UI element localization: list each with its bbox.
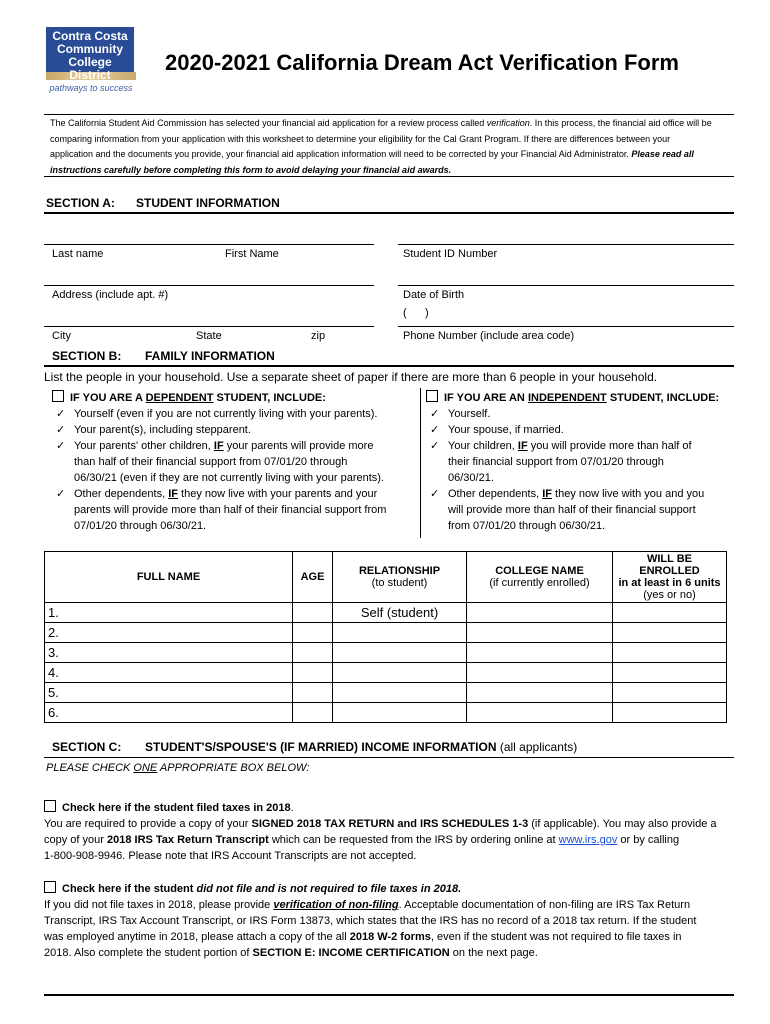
- row-6-number: 6.: [48, 705, 59, 720]
- row-1-name[interactable]: [45, 603, 293, 623]
- dependent-item-3-text-c: than half of their financial support from 07/01/20 through: [74, 456, 348, 468]
- independent-item-4-text-c: will provide more than half of their financial support: [448, 504, 696, 516]
- dependent-item-4-text-b: they now live with your parents and your: [177, 488, 378, 500]
- dependent-item-1-text: Yourself (even if you are not currently living with your parents).: [74, 408, 378, 420]
- first-name-label: First Name: [225, 248, 279, 260]
- row-6-relationship[interactable]: [333, 703, 467, 723]
- phone-label: Phone Number (include area code): [403, 330, 575, 342]
- row-5-relationship[interactable]: [333, 683, 467, 703]
- filed-taxes-p2-c: which can be requested from the IRS by ordering online at: [268, 834, 559, 846]
- dependent-item-3-text: Your parents' other children,: [74, 440, 214, 452]
- independent-item-4-if: IF: [542, 488, 552, 500]
- independent-item-1: [426, 406, 736, 422]
- intro-paragraph: [50, 116, 740, 178]
- check-icon: ✓: [430, 488, 440, 500]
- dependent-head-u: DEPENDENT: [145, 392, 214, 404]
- check-one-post: APPROPRIATE BOX BELOW:: [157, 762, 310, 774]
- row-4-name[interactable]: [45, 663, 293, 683]
- logo-tagline: pathways to success: [49, 83, 133, 93]
- row-1-number: 1.: [48, 605, 59, 620]
- check-one-u: ONE: [133, 762, 158, 774]
- check-icon: ✓: [56, 440, 66, 452]
- col-enrolled-label-2: in at least in 6 units: [618, 577, 721, 589]
- dependent-head-post: STUDENT, INCLUDE:: [213, 392, 326, 404]
- independent-item-3-text-c: their financial support from 07/01/20 through: [448, 456, 664, 468]
- intro-verification: verification: [486, 118, 530, 128]
- dob-label: Date of Birth: [403, 289, 465, 301]
- logo-line-2: Community: [57, 42, 123, 56]
- independent-item-3: [426, 438, 736, 486]
- non-filer-p4-b: SECTION E: INCOME CERTIFICATION: [252, 947, 450, 959]
- independent-checkbox[interactable]: [426, 390, 438, 402]
- non-filer-p4-c: on the next page.: [449, 947, 538, 959]
- section-c-heading-tail: (all applicants): [496, 740, 578, 754]
- filed-taxes-p2-d: or by calling: [617, 834, 680, 846]
- city-label: City: [52, 330, 71, 342]
- check-icon: ✓: [430, 424, 440, 436]
- row-2-name[interactable]: [45, 623, 293, 643]
- row-2-age[interactable]: [293, 623, 333, 643]
- col-enrolled: [613, 552, 727, 603]
- col-age-label: AGE: [300, 571, 325, 583]
- address-line: [44, 285, 374, 286]
- row-3-relationship[interactable]: [333, 643, 467, 663]
- household-table-header: [45, 552, 727, 603]
- independent-item-2-text: Your spouse, if married.: [448, 424, 564, 436]
- household-table: [44, 551, 727, 723]
- form-title: 2020-2021 California Dream Act Verification Form: [165, 50, 679, 75]
- filed-taxes-title: Check here if the student filed taxes in 2018: [62, 802, 291, 814]
- dependent-header: [52, 390, 422, 406]
- row-2-relationship[interactable]: [333, 623, 467, 643]
- filed-taxes-checkbox[interactable]: [44, 800, 56, 812]
- section-a-heading: STUDENT INFORMATION: [136, 196, 280, 210]
- independent-item-4-text: Other dependents,: [448, 488, 543, 500]
- section-b-heading: FAMILY INFORMATION: [145, 349, 275, 363]
- option-non-filer: [44, 881, 744, 961]
- phone-line: [398, 326, 734, 327]
- row-4-enrolled[interactable]: [613, 663, 727, 683]
- row-6-name[interactable]: [45, 703, 293, 723]
- student-id-line: [398, 244, 734, 245]
- name-line: [44, 244, 374, 245]
- dependent-item-4-text-c: parents will provide more than half of their financial support from: [74, 504, 387, 516]
- intro-emphasis-2: instructions carefully before completing this form to avoid delaying your financial aid awards.: [50, 164, 452, 175]
- col-enrolled-label-1: WILL BE ENROLLED: [639, 553, 700, 577]
- logo-line-1: Contra Costa: [52, 29, 128, 43]
- dependent-item-4-if: IF: [168, 488, 178, 500]
- intro-text-3: application and the documents you provide, your financial aid application information will need to be corrected by your Financial Aid Administrator.: [50, 149, 632, 159]
- table-row: [45, 603, 727, 623]
- col-enrolled-sub: (yes or no): [643, 589, 696, 601]
- independent-item-1-text: Yourself.: [448, 408, 491, 420]
- section-a-label: SECTION A:: [46, 196, 115, 210]
- footer-rule: [44, 994, 734, 996]
- dependent-item-2: [52, 422, 422, 438]
- section-c-rule: [44, 757, 734, 758]
- row-4-number: 4.: [48, 665, 59, 680]
- phone-area-code-parens: ( ): [403, 307, 429, 319]
- independent-item-3-if: IF: [517, 440, 528, 452]
- col-relationship-label: RELATIONSHIP: [358, 565, 441, 577]
- non-filer-p1-b: verification of non-filing: [273, 899, 399, 911]
- section-c-heading-wrap: [145, 740, 577, 754]
- independent-item-4: [426, 486, 736, 534]
- row-6-college[interactable]: [467, 703, 613, 723]
- filed-taxes-p1-a: You are required to provide a copy of your: [44, 818, 252, 830]
- col-relationship: [333, 552, 467, 603]
- row-3-age[interactable]: [293, 643, 333, 663]
- last-name-label: Last name: [52, 248, 104, 260]
- row-2-enrolled[interactable]: [613, 623, 727, 643]
- zip-label: zip: [311, 330, 326, 342]
- col-college-label: COLLEGE NAME: [495, 565, 584, 577]
- independent-item-4-text-b: they now live with you and you: [551, 488, 705, 500]
- check-icon: ✓: [430, 440, 440, 452]
- row-3-enrolled[interactable]: [613, 643, 727, 663]
- intro-emphasis-1: Please read all: [631, 149, 694, 159]
- dependent-head-pre: IF YOU ARE A: [70, 392, 146, 404]
- row-1-enrolled[interactable]: [613, 603, 727, 623]
- independent-item-3-text-b: you will provide more than half of: [527, 440, 692, 452]
- row-6-enrolled[interactable]: [613, 703, 727, 723]
- section-a-rule: [44, 212, 734, 214]
- independent-item-4-text-d: from 07/01/20 through 06/30/21.: [448, 520, 606, 532]
- col-relationship-sub: (to student): [371, 577, 428, 589]
- independent-head-post: STUDENT, INCLUDE:: [606, 392, 720, 404]
- row-3-number: 3.: [48, 645, 59, 660]
- non-filer-checkbox[interactable]: [44, 881, 56, 893]
- check-icon: ✓: [56, 488, 66, 500]
- row-2-college[interactable]: [467, 623, 613, 643]
- logo-line-3: College District: [68, 55, 112, 82]
- state-label: State: [196, 330, 222, 342]
- filed-taxes-p3: 1-800-908-9946. Please note that IRS Account Transcripts are not accepted.: [44, 850, 417, 862]
- dependent-checkbox[interactable]: [52, 390, 64, 402]
- table-row: [45, 663, 727, 683]
- dependent-item-1: [52, 406, 422, 422]
- check-icon: ✓: [56, 408, 66, 420]
- row-4-college[interactable]: [467, 663, 613, 683]
- dependent-item-4-text: Other dependents,: [74, 488, 169, 500]
- independent-item-2: [426, 422, 736, 438]
- non-filer-p3-a: was employed anytime in 2018, please attach a copy of the all: [44, 931, 350, 943]
- non-filer-p3-c: , even if the student was not required to file taxes in: [430, 931, 682, 943]
- filed-taxes-p1-c: (if applicable). You may also provide a: [528, 818, 717, 830]
- col-full-name-label: FULL NAME: [136, 571, 201, 583]
- address-label: Address (include apt. #): [52, 289, 169, 301]
- row-3-college[interactable]: [467, 643, 613, 663]
- filed-taxes-p2-a: copy of your: [44, 834, 107, 846]
- non-filer-p4-a: 2018. Also complete the student portion of: [44, 947, 253, 959]
- dob-line: [398, 285, 734, 286]
- check-icon: ✓: [56, 424, 66, 436]
- non-filer-p1-c: . Acceptable documentation of non-filing are IRS Tax Return: [398, 899, 691, 911]
- table-row: [45, 643, 727, 663]
- dependent-item-3-text-d: 06/30/21 (even if they are not currently living with your parents).: [74, 472, 384, 484]
- table-row: [45, 703, 727, 723]
- dependent-item-3-text-b: your parents will provide more: [223, 440, 374, 452]
- independent-column: [426, 390, 736, 534]
- non-filer-p2: Transcript, IRS Tax Account Transcript, or IRS Form 13873, which states that the IRS has no record of a 2018 tax return. If the student: [44, 915, 697, 927]
- row-4-age[interactable]: [293, 663, 333, 683]
- intro-text-2: comparing information from your application with this worksheet to determine your eligibility for the Cal Grant Program. If there are differences between your: [50, 133, 671, 144]
- independent-head-pre: IF YOU ARE AN: [444, 392, 528, 404]
- row-5-name[interactable]: [45, 683, 293, 703]
- city-line: [44, 326, 374, 327]
- row-1-college[interactable]: [467, 603, 613, 623]
- check-icon: ✓: [430, 408, 440, 420]
- dependent-item-3: [52, 438, 422, 486]
- independent-head-u: INDEPENDENT: [527, 392, 607, 404]
- row-4-relationship[interactable]: [333, 663, 467, 683]
- section-c-heading: STUDENT'S/SPOUSE'S (IF MARRIED) INCOME INFORMATION: [145, 740, 497, 754]
- non-filer-title-b: did not file and is not required to file taxes in 2018.: [196, 883, 462, 895]
- table-row: [45, 683, 727, 703]
- dependent-item-3-if: IF: [213, 440, 224, 452]
- column-divider: [420, 388, 421, 538]
- col-college: [467, 552, 613, 603]
- col-age: [293, 552, 333, 603]
- student-id-label: Student ID Number: [403, 248, 498, 260]
- row-5-college[interactable]: [467, 683, 613, 703]
- row-1-relationship-value: Self (student): [360, 605, 439, 620]
- row-1-relationship[interactable]: [333, 603, 467, 623]
- check-one-instruction: [46, 762, 309, 774]
- row-5-age[interactable]: [293, 683, 333, 703]
- district-logo: [46, 27, 136, 94]
- non-filer-p1-a: If you did not file taxes in 2018, please provide: [44, 899, 274, 911]
- filed-taxes-title-end: .: [290, 802, 294, 814]
- dependent-item-4: [52, 486, 422, 534]
- non-filer-p3-b: 2018 W-2 forms: [349, 931, 431, 943]
- intro-text-1-end: . In this process, the financial aid office will be: [529, 118, 712, 128]
- filed-taxes-p1-b: SIGNED 2018 TAX RETURN and IRS SCHEDULES 1-3: [251, 818, 529, 830]
- intro-bottom-rule: [44, 176, 734, 177]
- irs-link[interactable]: www.irs.gov: [558, 834, 618, 846]
- row-1-age[interactable]: [293, 603, 333, 623]
- row-6-age[interactable]: [293, 703, 333, 723]
- option-filed-taxes: [44, 800, 744, 864]
- household-instruction: List the people in your household. Use a separate sheet of paper if there are more than 6 people in your household.: [44, 370, 658, 384]
- col-college-sub: (if currently enrolled): [489, 577, 590, 589]
- independent-item-3-text: Your children,: [448, 440, 518, 452]
- dependent-column: [52, 390, 422, 534]
- row-5-number: 5.: [48, 685, 59, 700]
- check-one-pre: PLEASE CHECK: [46, 762, 134, 774]
- section-c-label: SECTION C:: [52, 740, 122, 754]
- row-2-number: 2.: [48, 625, 59, 640]
- dependent-item-2-text: Your parent(s), including stepparent.: [74, 424, 251, 436]
- row-5-enrolled[interactable]: [613, 683, 727, 703]
- section-b-rule: [44, 365, 734, 367]
- section-b-label: SECTION B:: [52, 349, 122, 363]
- independent-header: [426, 390, 736, 406]
- intro-text-1: The California Student Aid Commission has selected your financial aid application for a review process called: [50, 118, 487, 128]
- intro-top-rule: [44, 114, 734, 115]
- dependent-item-4-text-d: 07/01/20 through 06/30/21.: [74, 520, 207, 532]
- non-filer-title-a: Check here if the student: [62, 883, 197, 895]
- col-full-name: [45, 552, 293, 603]
- filed-taxes-p2-b: 2018 IRS Tax Return Transcript: [106, 834, 269, 846]
- row-3-name[interactable]: [45, 643, 293, 663]
- independent-item-3-text-d: 06/30/21.: [448, 472, 494, 484]
- table-row: [45, 623, 727, 643]
